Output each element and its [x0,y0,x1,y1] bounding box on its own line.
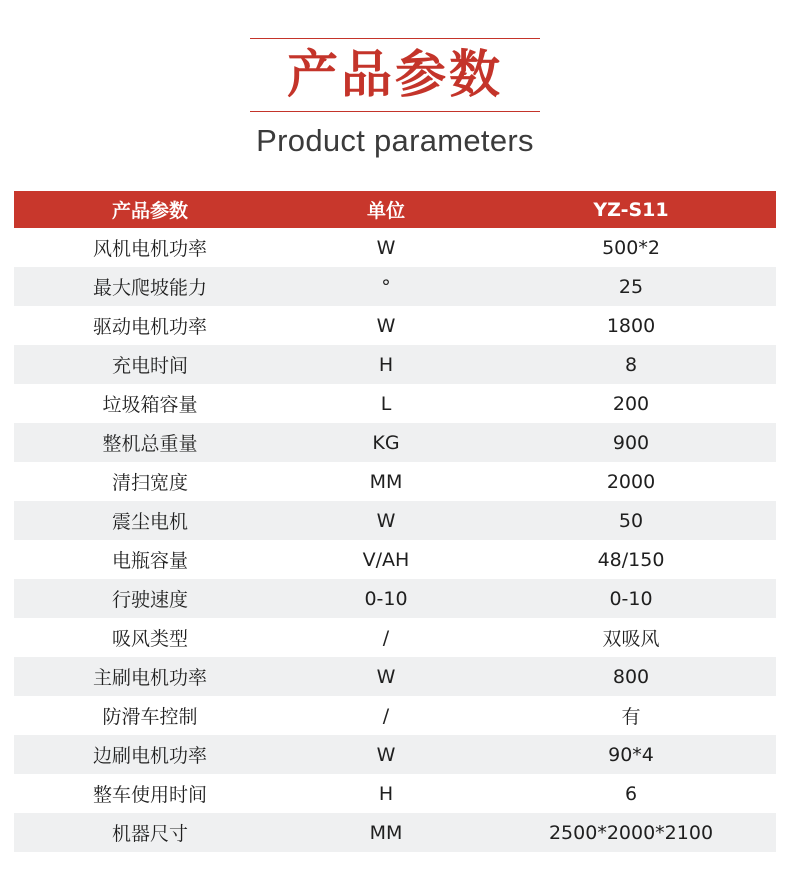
table-row [14,228,776,267]
cell-unit: H [286,774,486,813]
title-divider-top [250,38,540,39]
table-row [14,813,776,852]
cell-parameter-name: 吸风类型 [14,618,286,657]
cell-parameter-name: 风机电机功率 [14,228,286,267]
cell-parameter-name: 垃圾箱容量 [14,384,286,423]
cell-unit: L [286,384,486,423]
title-block [210,34,580,163]
cell-value: 2500*2000*2100 [486,813,776,852]
cell-value: 90*4 [486,735,776,774]
cell-parameter-name: 整机总重量 [14,423,286,462]
table-row [14,657,776,696]
cell-value: 900 [486,423,776,462]
cell-unit: MM [286,462,486,501]
spec-table-wrap [14,191,776,852]
cell-unit: W [286,735,486,774]
cell-parameter-name: 最大爬坡能力 [14,267,286,306]
column-header-model: YZ-S11 [486,191,776,228]
title-divider-bottom [250,111,540,112]
cell-value: 1800 [486,306,776,345]
table-row [14,267,776,306]
cell-unit: 0-10 [286,579,486,618]
spec-table-head [14,191,776,228]
page-title-en: Product parameters [256,123,534,158]
cell-value: 48/150 [486,540,776,579]
table-row [14,735,776,774]
table-row [14,618,776,657]
page-header [0,0,790,163]
table-row [14,579,776,618]
cell-unit: / [286,696,486,735]
cell-parameter-name: 整车使用时间 [14,774,286,813]
spec-table [14,191,776,852]
cell-unit: W [286,501,486,540]
cell-value: 0-10 [486,579,776,618]
cell-value: 双吸风 [486,618,776,657]
cell-parameter-name: 主刷电机功率 [14,657,286,696]
cell-parameter-name: 驱动电机功率 [14,306,286,345]
cell-unit: ° [286,267,486,306]
column-header-name: 产品参数 [14,191,286,228]
table-row [14,384,776,423]
cell-unit: W [286,657,486,696]
table-row [14,462,776,501]
cell-value: 6 [486,774,776,813]
cell-unit: / [286,618,486,657]
cell-value: 25 [486,267,776,306]
cell-parameter-name: 边刷电机功率 [14,735,286,774]
cell-value: 200 [486,384,776,423]
table-row [14,774,776,813]
cell-value: 800 [486,657,776,696]
column-header-unit: 单位 [286,191,486,228]
cell-unit: H [286,345,486,384]
cell-unit: MM [286,813,486,852]
cell-unit: V/AH [286,540,486,579]
table-row [14,501,776,540]
cell-unit: KG [286,423,486,462]
cell-value: 8 [486,345,776,384]
cell-value: 50 [486,501,776,540]
table-header-row [14,191,776,228]
cell-parameter-name: 震尘电机 [14,501,286,540]
table-row [14,345,776,384]
cell-parameter-name: 机器尺寸 [14,813,286,852]
cell-parameter-name: 清扫宽度 [14,462,286,501]
cell-value: 500*2 [486,228,776,267]
cell-unit: W [286,228,486,267]
table-row [14,696,776,735]
cell-parameter-name: 行驶速度 [14,579,286,618]
cell-parameter-name: 充电时间 [14,345,286,384]
page-title-cn: 产品参数 [286,46,503,105]
table-row [14,540,776,579]
cell-value: 2000 [486,462,776,501]
table-row [14,306,776,345]
cell-parameter-name: 防滑车控制 [14,696,286,735]
table-row [14,423,776,462]
cell-value: 有 [486,696,776,735]
spec-table-body [14,228,776,852]
cell-parameter-name: 电瓶容量 [14,540,286,579]
cell-unit: W [286,306,486,345]
